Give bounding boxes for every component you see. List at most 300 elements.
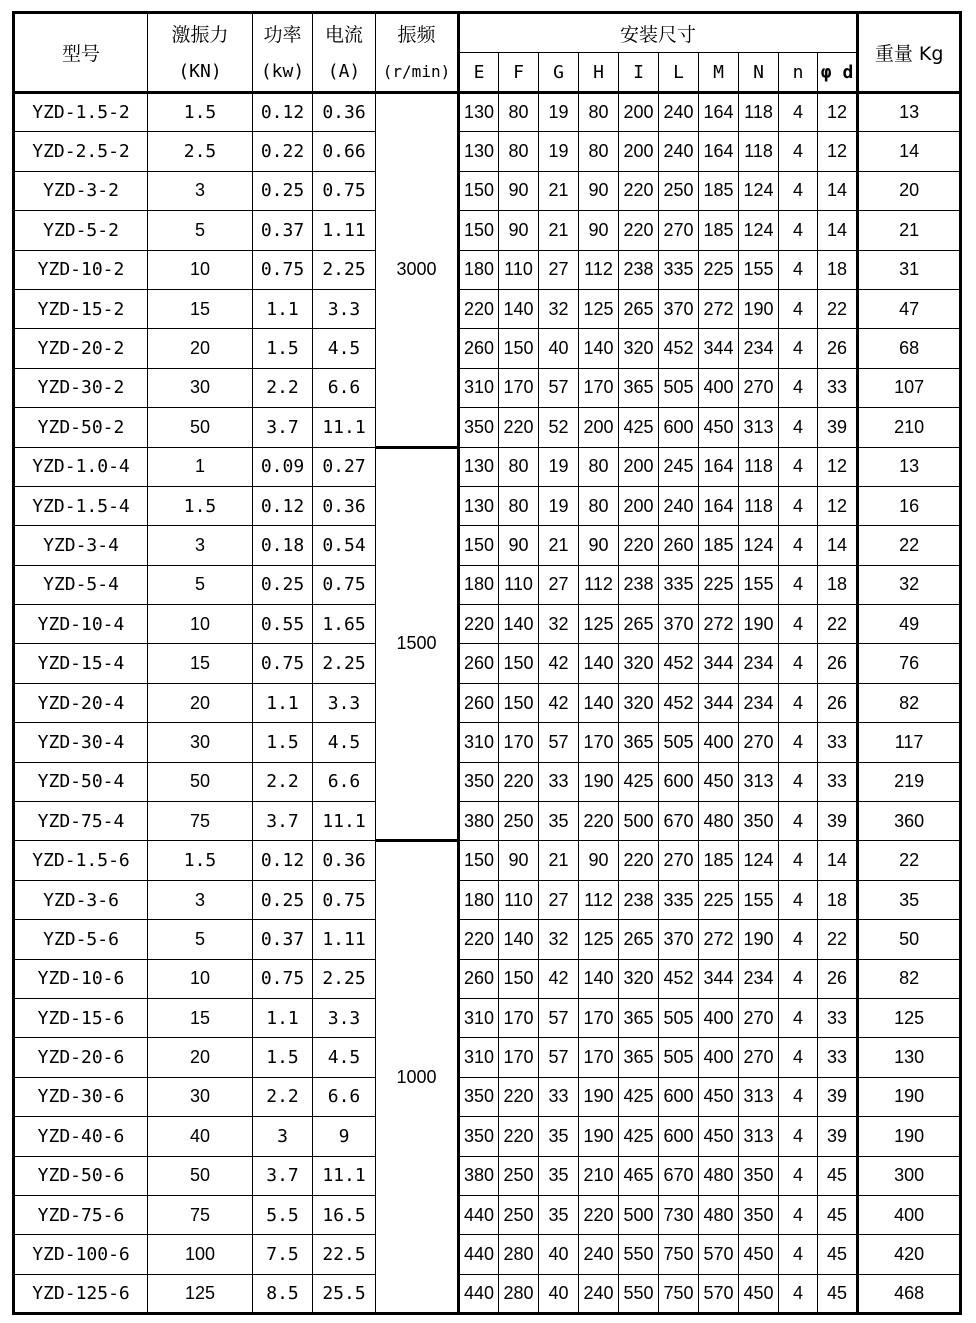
- cell-dim-m: 450: [699, 408, 739, 447]
- cell-dim-f: 220: [499, 762, 539, 801]
- cell-weight: 107: [858, 368, 961, 407]
- cell-power: 3.7: [253, 408, 313, 447]
- cell-dim-l: 240: [659, 132, 699, 171]
- cell-force: 15: [148, 644, 253, 683]
- cell-dim-e: 380: [459, 1156, 499, 1195]
- cell-dim-h: 90: [579, 211, 619, 250]
- cell-weight: 49: [858, 605, 961, 644]
- cell-dim-n-lower: 4: [779, 289, 818, 328]
- cell-power: 0.18: [253, 526, 313, 565]
- cell-dim-f: 80: [499, 447, 539, 486]
- cell-dim-g: 27: [539, 250, 579, 289]
- table-row: [14, 1077, 961, 1116]
- cell-dim-f: 150: [499, 329, 539, 368]
- cell-force: 50: [148, 762, 253, 801]
- cell-dim-l: 335: [659, 250, 699, 289]
- cell-model: YZD-5-6: [14, 920, 148, 959]
- cell-dim-n-lower: 4: [779, 565, 818, 604]
- cell-dim-n-upper: 234: [739, 959, 779, 998]
- cell-weight: 22: [858, 526, 961, 565]
- cell-dim-g: 40: [539, 1235, 579, 1274]
- cell-force: 100: [148, 1235, 253, 1274]
- table-row: [14, 1038, 961, 1077]
- cell-dim-n-lower: 4: [779, 644, 818, 683]
- cell-power: 1.1: [253, 683, 313, 722]
- cell-dim-f: 140: [499, 605, 539, 644]
- cell-power: 2.2: [253, 1077, 313, 1116]
- cell-dim-l: 750: [659, 1274, 699, 1313]
- cell-dim-n-lower: 4: [779, 171, 818, 210]
- cell-current: 0.75: [313, 565, 376, 604]
- cell-dim-g: 57: [539, 1038, 579, 1077]
- cell-dim-phi-d: 12: [818, 93, 858, 132]
- cell-dim-f: 250: [499, 1195, 539, 1234]
- cell-dim-n-lower: 4: [779, 723, 818, 762]
- table-row: [14, 605, 961, 644]
- cell-current: 4.5: [313, 329, 376, 368]
- cell-dim-h: 170: [579, 1038, 619, 1077]
- cell-current: 1.11: [313, 211, 376, 250]
- cell-dim-e: 380: [459, 802, 499, 841]
- cell-dim-h: 140: [579, 683, 619, 722]
- cell-dim-i: 320: [619, 329, 659, 368]
- cell-dim-f: 250: [499, 802, 539, 841]
- cell-model: YZD-1.5-4: [14, 486, 148, 525]
- cell-dim-i: 425: [619, 408, 659, 447]
- cell-dim-n-lower: 4: [779, 920, 818, 959]
- cell-force: 10: [148, 959, 253, 998]
- cell-dim-g: 57: [539, 723, 579, 762]
- cell-power: 0.37: [253, 920, 313, 959]
- cell-dim-m: 450: [699, 1077, 739, 1116]
- table-row: [14, 762, 961, 801]
- cell-dim-phi-d: 22: [818, 605, 858, 644]
- header-power: 功率: [253, 13, 313, 53]
- cell-dim-i: 220: [619, 526, 659, 565]
- cell-dim-f: 150: [499, 683, 539, 722]
- cell-power: 1.1: [253, 998, 313, 1037]
- cell-dim-phi-d: 14: [818, 841, 858, 880]
- cell-weight: 82: [858, 959, 961, 998]
- cell-dim-l: 270: [659, 841, 699, 880]
- cell-weight: 219: [858, 762, 961, 801]
- cell-dim-i: 265: [619, 605, 659, 644]
- cell-current: 1.65: [313, 605, 376, 644]
- cell-dim-n-lower: 4: [779, 683, 818, 722]
- cell-dim-n-upper: 190: [739, 605, 779, 644]
- cell-model: YZD-3-6: [14, 880, 148, 919]
- table-row: [14, 289, 961, 328]
- cell-dim-l: 505: [659, 368, 699, 407]
- cell-dim-g: 57: [539, 368, 579, 407]
- cell-dim-e: 350: [459, 1077, 499, 1116]
- cell-dim-i: 425: [619, 1117, 659, 1156]
- cell-power: 0.12: [253, 841, 313, 880]
- header-install: 安装尺寸: [459, 13, 858, 53]
- cell-dim-m: 185: [699, 526, 739, 565]
- cell-dim-f: 150: [499, 959, 539, 998]
- cell-dim-i: 265: [619, 920, 659, 959]
- cell-dim-phi-d: 33: [818, 723, 858, 762]
- cell-dim-e: 310: [459, 368, 499, 407]
- cell-current: 0.75: [313, 171, 376, 210]
- cell-dim-m: 272: [699, 289, 739, 328]
- table-row: [14, 1195, 961, 1234]
- cell-dim-n-lower: 4: [779, 762, 818, 801]
- cell-model: YZD-50-4: [14, 762, 148, 801]
- cell-dim-phi-d: 14: [818, 526, 858, 565]
- cell-current: 11.1: [313, 802, 376, 841]
- cell-dim-g: 35: [539, 802, 579, 841]
- cell-power: 0.55: [253, 605, 313, 644]
- cell-current: 0.36: [313, 486, 376, 525]
- cell-dim-m: 164: [699, 486, 739, 525]
- cell-dim-g: 40: [539, 329, 579, 368]
- cell-force: 2.5: [148, 132, 253, 171]
- cell-dim-phi-d: 39: [818, 1077, 858, 1116]
- cell-dim-f: 80: [499, 93, 539, 132]
- cell-dim-m: 480: [699, 1195, 739, 1234]
- cell-power: 0.75: [253, 250, 313, 289]
- cell-weight: 22: [858, 841, 961, 880]
- cell-dim-n-upper: 313: [739, 1117, 779, 1156]
- cell-dim-n-lower: 4: [779, 132, 818, 171]
- cell-current: 4.5: [313, 723, 376, 762]
- cell-dim-e: 130: [459, 486, 499, 525]
- cell-dim-e: 150: [459, 841, 499, 880]
- table-row: [14, 880, 961, 919]
- cell-dim-e: 350: [459, 762, 499, 801]
- cell-dim-m: 225: [699, 880, 739, 919]
- header-dim-e: E: [459, 53, 499, 93]
- cell-power: 0.09: [253, 447, 313, 486]
- cell-dim-f: 170: [499, 368, 539, 407]
- table-row: [14, 565, 961, 604]
- cell-weight: 400: [858, 1195, 961, 1234]
- cell-force: 15: [148, 289, 253, 328]
- cell-dim-m: 400: [699, 723, 739, 762]
- cell-dim-g: 32: [539, 605, 579, 644]
- cell-dim-n-upper: 190: [739, 289, 779, 328]
- cell-dim-i: 320: [619, 959, 659, 998]
- cell-current: 0.27: [313, 447, 376, 486]
- cell-weight: 20: [858, 171, 961, 210]
- cell-dim-n-lower: 4: [779, 408, 818, 447]
- cell-current: 0.36: [313, 93, 376, 132]
- cell-dim-l: 260: [659, 526, 699, 565]
- cell-dim-l: 240: [659, 486, 699, 525]
- cell-dim-h: 140: [579, 329, 619, 368]
- cell-dim-e: 150: [459, 211, 499, 250]
- cell-dim-phi-d: 39: [818, 1117, 858, 1156]
- cell-dim-e: 150: [459, 526, 499, 565]
- header-dim-f: F: [499, 53, 539, 93]
- table-row: [14, 250, 961, 289]
- cell-model: YZD-75-6: [14, 1195, 148, 1234]
- cell-dim-f: 80: [499, 132, 539, 171]
- cell-model: YZD-20-6: [14, 1038, 148, 1077]
- cell-dim-l: 370: [659, 920, 699, 959]
- cell-weight: 50: [858, 920, 961, 959]
- cell-force: 125: [148, 1274, 253, 1313]
- cell-dim-l: 750: [659, 1235, 699, 1274]
- cell-dim-n-upper: 313: [739, 1077, 779, 1116]
- cell-weight: 190: [858, 1077, 961, 1116]
- cell-dim-e: 260: [459, 959, 499, 998]
- cell-power: 0.25: [253, 171, 313, 210]
- cell-dim-f: 170: [499, 1038, 539, 1077]
- cell-dim-e: 220: [459, 920, 499, 959]
- cell-dim-h: 210: [579, 1156, 619, 1195]
- cell-dim-h: 80: [579, 486, 619, 525]
- cell-model: YZD-10-2: [14, 250, 148, 289]
- cell-weight: 82: [858, 683, 961, 722]
- cell-dim-phi-d: 39: [818, 802, 858, 841]
- cell-force: 75: [148, 802, 253, 841]
- cell-power: 0.12: [253, 486, 313, 525]
- cell-dim-m: 480: [699, 802, 739, 841]
- cell-model: YZD-75-4: [14, 802, 148, 841]
- cell-power: 1.5: [253, 723, 313, 762]
- cell-dim-h: 90: [579, 841, 619, 880]
- cell-dim-n-upper: 190: [739, 920, 779, 959]
- cell-freq: 3000: [376, 93, 459, 448]
- cell-dim-f: 220: [499, 1077, 539, 1116]
- cell-current: 0.36: [313, 841, 376, 880]
- cell-current: 6.6: [313, 762, 376, 801]
- cell-dim-f: 90: [499, 841, 539, 880]
- cell-dim-i: 425: [619, 762, 659, 801]
- cell-weight: 68: [858, 329, 961, 368]
- cell-dim-m: 344: [699, 644, 739, 683]
- cell-dim-f: 280: [499, 1235, 539, 1274]
- cell-dim-phi-d: 33: [818, 368, 858, 407]
- cell-dim-g: 42: [539, 959, 579, 998]
- cell-power: 5.5: [253, 1195, 313, 1234]
- table-row: [14, 1117, 961, 1156]
- cell-dim-h: 220: [579, 1195, 619, 1234]
- cell-force: 20: [148, 329, 253, 368]
- cell-force: 5: [148, 565, 253, 604]
- cell-dim-i: 365: [619, 1038, 659, 1077]
- cell-dim-m: 185: [699, 841, 739, 880]
- cell-current: 6.6: [313, 368, 376, 407]
- cell-dim-i: 425: [619, 1077, 659, 1116]
- cell-dim-phi-d: 12: [818, 447, 858, 486]
- cell-current: 11.1: [313, 1156, 376, 1195]
- cell-freq: 1000: [376, 841, 459, 1314]
- cell-force: 30: [148, 723, 253, 762]
- cell-force: 30: [148, 368, 253, 407]
- cell-dim-l: 335: [659, 880, 699, 919]
- cell-dim-l: 370: [659, 605, 699, 644]
- cell-dim-phi-d: 18: [818, 565, 858, 604]
- cell-dim-phi-d: 22: [818, 920, 858, 959]
- cell-force: 50: [148, 408, 253, 447]
- cell-dim-f: 140: [499, 920, 539, 959]
- cell-weight: 210: [858, 408, 961, 447]
- cell-weight: 13: [858, 447, 961, 486]
- header-weight: 重量 Kg: [858, 13, 961, 93]
- cell-dim-i: 465: [619, 1156, 659, 1195]
- cell-dim-m: 450: [699, 762, 739, 801]
- cell-dim-phi-d: 12: [818, 486, 858, 525]
- cell-weight: 76: [858, 644, 961, 683]
- cell-dim-i: 365: [619, 368, 659, 407]
- cell-dim-n-upper: 234: [739, 644, 779, 683]
- cell-model: YZD-15-4: [14, 644, 148, 683]
- cell-model: YZD-1.5-6: [14, 841, 148, 880]
- cell-dim-m: 400: [699, 998, 739, 1037]
- cell-dim-i: 200: [619, 93, 659, 132]
- cell-force: 15: [148, 998, 253, 1037]
- cell-dim-e: 440: [459, 1195, 499, 1234]
- header-current-unit: (A): [313, 53, 376, 93]
- cell-model: YZD-10-4: [14, 605, 148, 644]
- cell-dim-n-upper: 155: [739, 250, 779, 289]
- cell-dim-n-upper: 234: [739, 683, 779, 722]
- cell-dim-l: 505: [659, 998, 699, 1037]
- cell-dim-e: 180: [459, 250, 499, 289]
- cell-power: 0.12: [253, 93, 313, 132]
- cell-power: 0.22: [253, 132, 313, 171]
- cell-dim-i: 200: [619, 132, 659, 171]
- cell-dim-n-lower: 4: [779, 329, 818, 368]
- cell-dim-g: 42: [539, 683, 579, 722]
- header-dim-l: L: [659, 53, 699, 93]
- cell-power: 1.5: [253, 329, 313, 368]
- cell-force: 5: [148, 211, 253, 250]
- cell-dim-g: 21: [539, 211, 579, 250]
- cell-dim-e: 440: [459, 1235, 499, 1274]
- cell-current: 0.66: [313, 132, 376, 171]
- cell-dim-phi-d: 14: [818, 211, 858, 250]
- cell-dim-m: 344: [699, 683, 739, 722]
- cell-dim-i: 500: [619, 1195, 659, 1234]
- cell-dim-n-lower: 4: [779, 880, 818, 919]
- cell-power: 0.25: [253, 880, 313, 919]
- cell-dim-n-lower: 4: [779, 93, 818, 132]
- cell-dim-n-upper: 313: [739, 762, 779, 801]
- cell-current: 0.54: [313, 526, 376, 565]
- cell-dim-f: 110: [499, 880, 539, 919]
- table-row: [14, 368, 961, 407]
- cell-dim-phi-d: 33: [818, 1038, 858, 1077]
- cell-dim-m: 344: [699, 959, 739, 998]
- cell-dim-e: 130: [459, 93, 499, 132]
- header-power-unit: (kw): [253, 53, 313, 93]
- cell-dim-l: 452: [659, 329, 699, 368]
- spec-table: [12, 11, 962, 1315]
- cell-dim-h: 190: [579, 762, 619, 801]
- cell-dim-m: 185: [699, 211, 739, 250]
- cell-dim-n-upper: 350: [739, 1195, 779, 1234]
- cell-dim-phi-d: 12: [818, 132, 858, 171]
- cell-current: 22.5: [313, 1235, 376, 1274]
- cell-model: YZD-40-6: [14, 1117, 148, 1156]
- cell-dim-n-upper: 155: [739, 565, 779, 604]
- cell-force: 1: [148, 447, 253, 486]
- cell-power: 2.2: [253, 368, 313, 407]
- cell-dim-g: 19: [539, 93, 579, 132]
- cell-model: YZD-2.5-2: [14, 132, 148, 171]
- cell-dim-n-lower: 4: [779, 1156, 818, 1195]
- header-current: 电流: [313, 13, 376, 53]
- cell-dim-l: 505: [659, 1038, 699, 1077]
- cell-dim-n-lower: 4: [779, 841, 818, 880]
- cell-current: 3.3: [313, 289, 376, 328]
- cell-dim-h: 125: [579, 920, 619, 959]
- cell-dim-e: 260: [459, 329, 499, 368]
- cell-dim-f: 110: [499, 565, 539, 604]
- cell-force: 1.5: [148, 93, 253, 132]
- cell-current: 9: [313, 1117, 376, 1156]
- cell-dim-i: 365: [619, 723, 659, 762]
- cell-dim-n-upper: 270: [739, 998, 779, 1037]
- cell-dim-e: 180: [459, 880, 499, 919]
- header-dim-phi-d: φ d: [818, 53, 858, 93]
- cell-dim-h: 170: [579, 998, 619, 1037]
- cell-current: 1.11: [313, 920, 376, 959]
- cell-dim-h: 125: [579, 289, 619, 328]
- cell-weight: 360: [858, 802, 961, 841]
- cell-dim-n-upper: 450: [739, 1274, 779, 1313]
- cell-dim-m: 185: [699, 171, 739, 210]
- cell-dim-h: 220: [579, 802, 619, 841]
- cell-dim-e: 260: [459, 683, 499, 722]
- cell-dim-phi-d: 33: [818, 762, 858, 801]
- cell-power: 0.25: [253, 565, 313, 604]
- cell-dim-n-lower: 4: [779, 959, 818, 998]
- header-freq-unit: (r/min): [376, 53, 459, 93]
- header-dim-n-upper: N: [739, 53, 779, 93]
- header-dim-n-lower: n: [779, 53, 818, 93]
- table-body: [14, 93, 961, 1314]
- cell-dim-n-upper: 118: [739, 132, 779, 171]
- header-dim-i: I: [619, 53, 659, 93]
- cell-model: YZD-20-2: [14, 329, 148, 368]
- cell-dim-g: 27: [539, 565, 579, 604]
- cell-dim-n-lower: 4: [779, 486, 818, 525]
- cell-power: 2.2: [253, 762, 313, 801]
- cell-dim-n-lower: 4: [779, 447, 818, 486]
- cell-dim-n-lower: 4: [779, 211, 818, 250]
- cell-dim-n-upper: 234: [739, 329, 779, 368]
- table-header: [14, 13, 961, 93]
- cell-force: 1.5: [148, 841, 253, 880]
- cell-dim-n-lower: 4: [779, 1195, 818, 1234]
- cell-current: 3.3: [313, 998, 376, 1037]
- cell-force: 20: [148, 1038, 253, 1077]
- table-row: [14, 683, 961, 722]
- cell-dim-i: 200: [619, 486, 659, 525]
- cell-dim-m: 164: [699, 93, 739, 132]
- cell-weight: 300: [858, 1156, 961, 1195]
- cell-dim-l: 240: [659, 93, 699, 132]
- cell-dim-g: 32: [539, 289, 579, 328]
- cell-dim-m: 570: [699, 1274, 739, 1313]
- cell-current: 0.75: [313, 880, 376, 919]
- cell-dim-e: 350: [459, 408, 499, 447]
- cell-model: YZD-50-2: [14, 408, 148, 447]
- cell-dim-g: 21: [539, 841, 579, 880]
- cell-dim-g: 21: [539, 526, 579, 565]
- cell-dim-f: 220: [499, 408, 539, 447]
- cell-force: 75: [148, 1195, 253, 1234]
- cell-freq: 1500: [376, 447, 459, 841]
- cell-dim-l: 670: [659, 1156, 699, 1195]
- cell-weight: 130: [858, 1038, 961, 1077]
